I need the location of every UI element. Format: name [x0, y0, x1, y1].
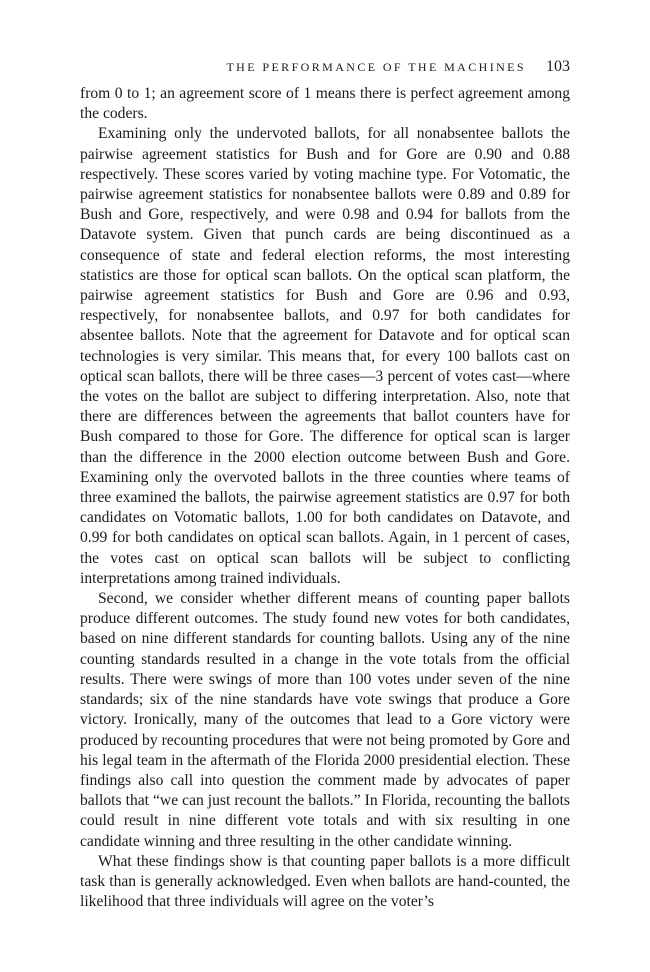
paragraph-agreement-statistics: Examining only the undervoted ballots, for all nonabsentee ballots the pairwise agreement statistics for Bush and for Gore are 0.90 and 0.88 respectively. These scores varied by voting machine type. For Votomatic, the pairwise agreement statistics for nonabsentee ballots were 0.89 and 0.89 for Bush and Gore, respectively, and were 0.98 and 0.94 for ballots from the Datavote system. Given that punch cards are being discontinued as a consequence of state and federal election reforms, the most interesting statistics are those for optical scan ballots. On the optical scan platform, the pairwise agreement statistics for Bush and Gore are 0.96 and 0.93, respectively, for nonabsentee ballots, and 0.97 for both candidates for absentee ballots. Note that the agreement for Datavote and for optical scan technologies is very similar. This means that, for every 100 ballots cast on optical scan ballots, there will be three cases—3 percent of votes cast—where the votes on the ballot are subject to differing interpretation. Also, note that there are differences between the agreements that ballot counters have for Bush compared to those for Gore. The difference for optical scan is larger than the difference in the 2000 election outcome between Bush and Gore. Examining only the overvoted ballots in the three counties where teams of three examined the ballots, the pairwise agreement statistics are 0.97 for both candidates on Votomatic ballots, 1.00 for both candidates on Datavote, and 0.99 for both candidates on optical scan ballots. Again, in 1 percent of cases, the votes cast on optical scan ballots will be subject to conflicting interpretations among trained individuals. [80, 125, 570, 587]
book-page [80, 58, 570, 912]
paragraph-findings: What these findings show is that counting paper ballots is a more difficult task than is generally acknowledged. Even when ballots are hand-counted, the likelihood that three individuals will agree on the voter’s [80, 852, 570, 911]
paragraph-counting-standards: Second, we consider whether different means of counting paper ballots produce different outcomes. The study found new votes for both candidates, based on nine different standards for counting ballots. Using any of the nine counting standards resulted in a change in the vote totals from the official results. There were swings of more than 100 votes under seven of the nine standards; six of the nine standards have vote swings that produce a Gore victory. Ironically, many of the outcomes that lead to a Gore victory were produced by recounting procedures that were not being promoted by Gore and his legal team in the aftermath of the Florida 2000 presidential election. These findings also call into question the comment made by advocates of paper ballots that “we can just recount the ballots.” In Florida, recounting the ballots could result in nine different vote totals and with six resulting in one candidate winning and three resulting in the other candidate winning. [80, 590, 570, 850]
page-number: 103 [546, 58, 570, 75]
paragraph-continued: from 0 to 1; an agreement score of 1 means there is perfect agreement among the coders. [80, 85, 570, 123]
running-header [80, 58, 570, 84]
running-title: THE PERFORMANCE OF THE MACHINES [226, 60, 526, 74]
body-text [80, 84, 570, 912]
